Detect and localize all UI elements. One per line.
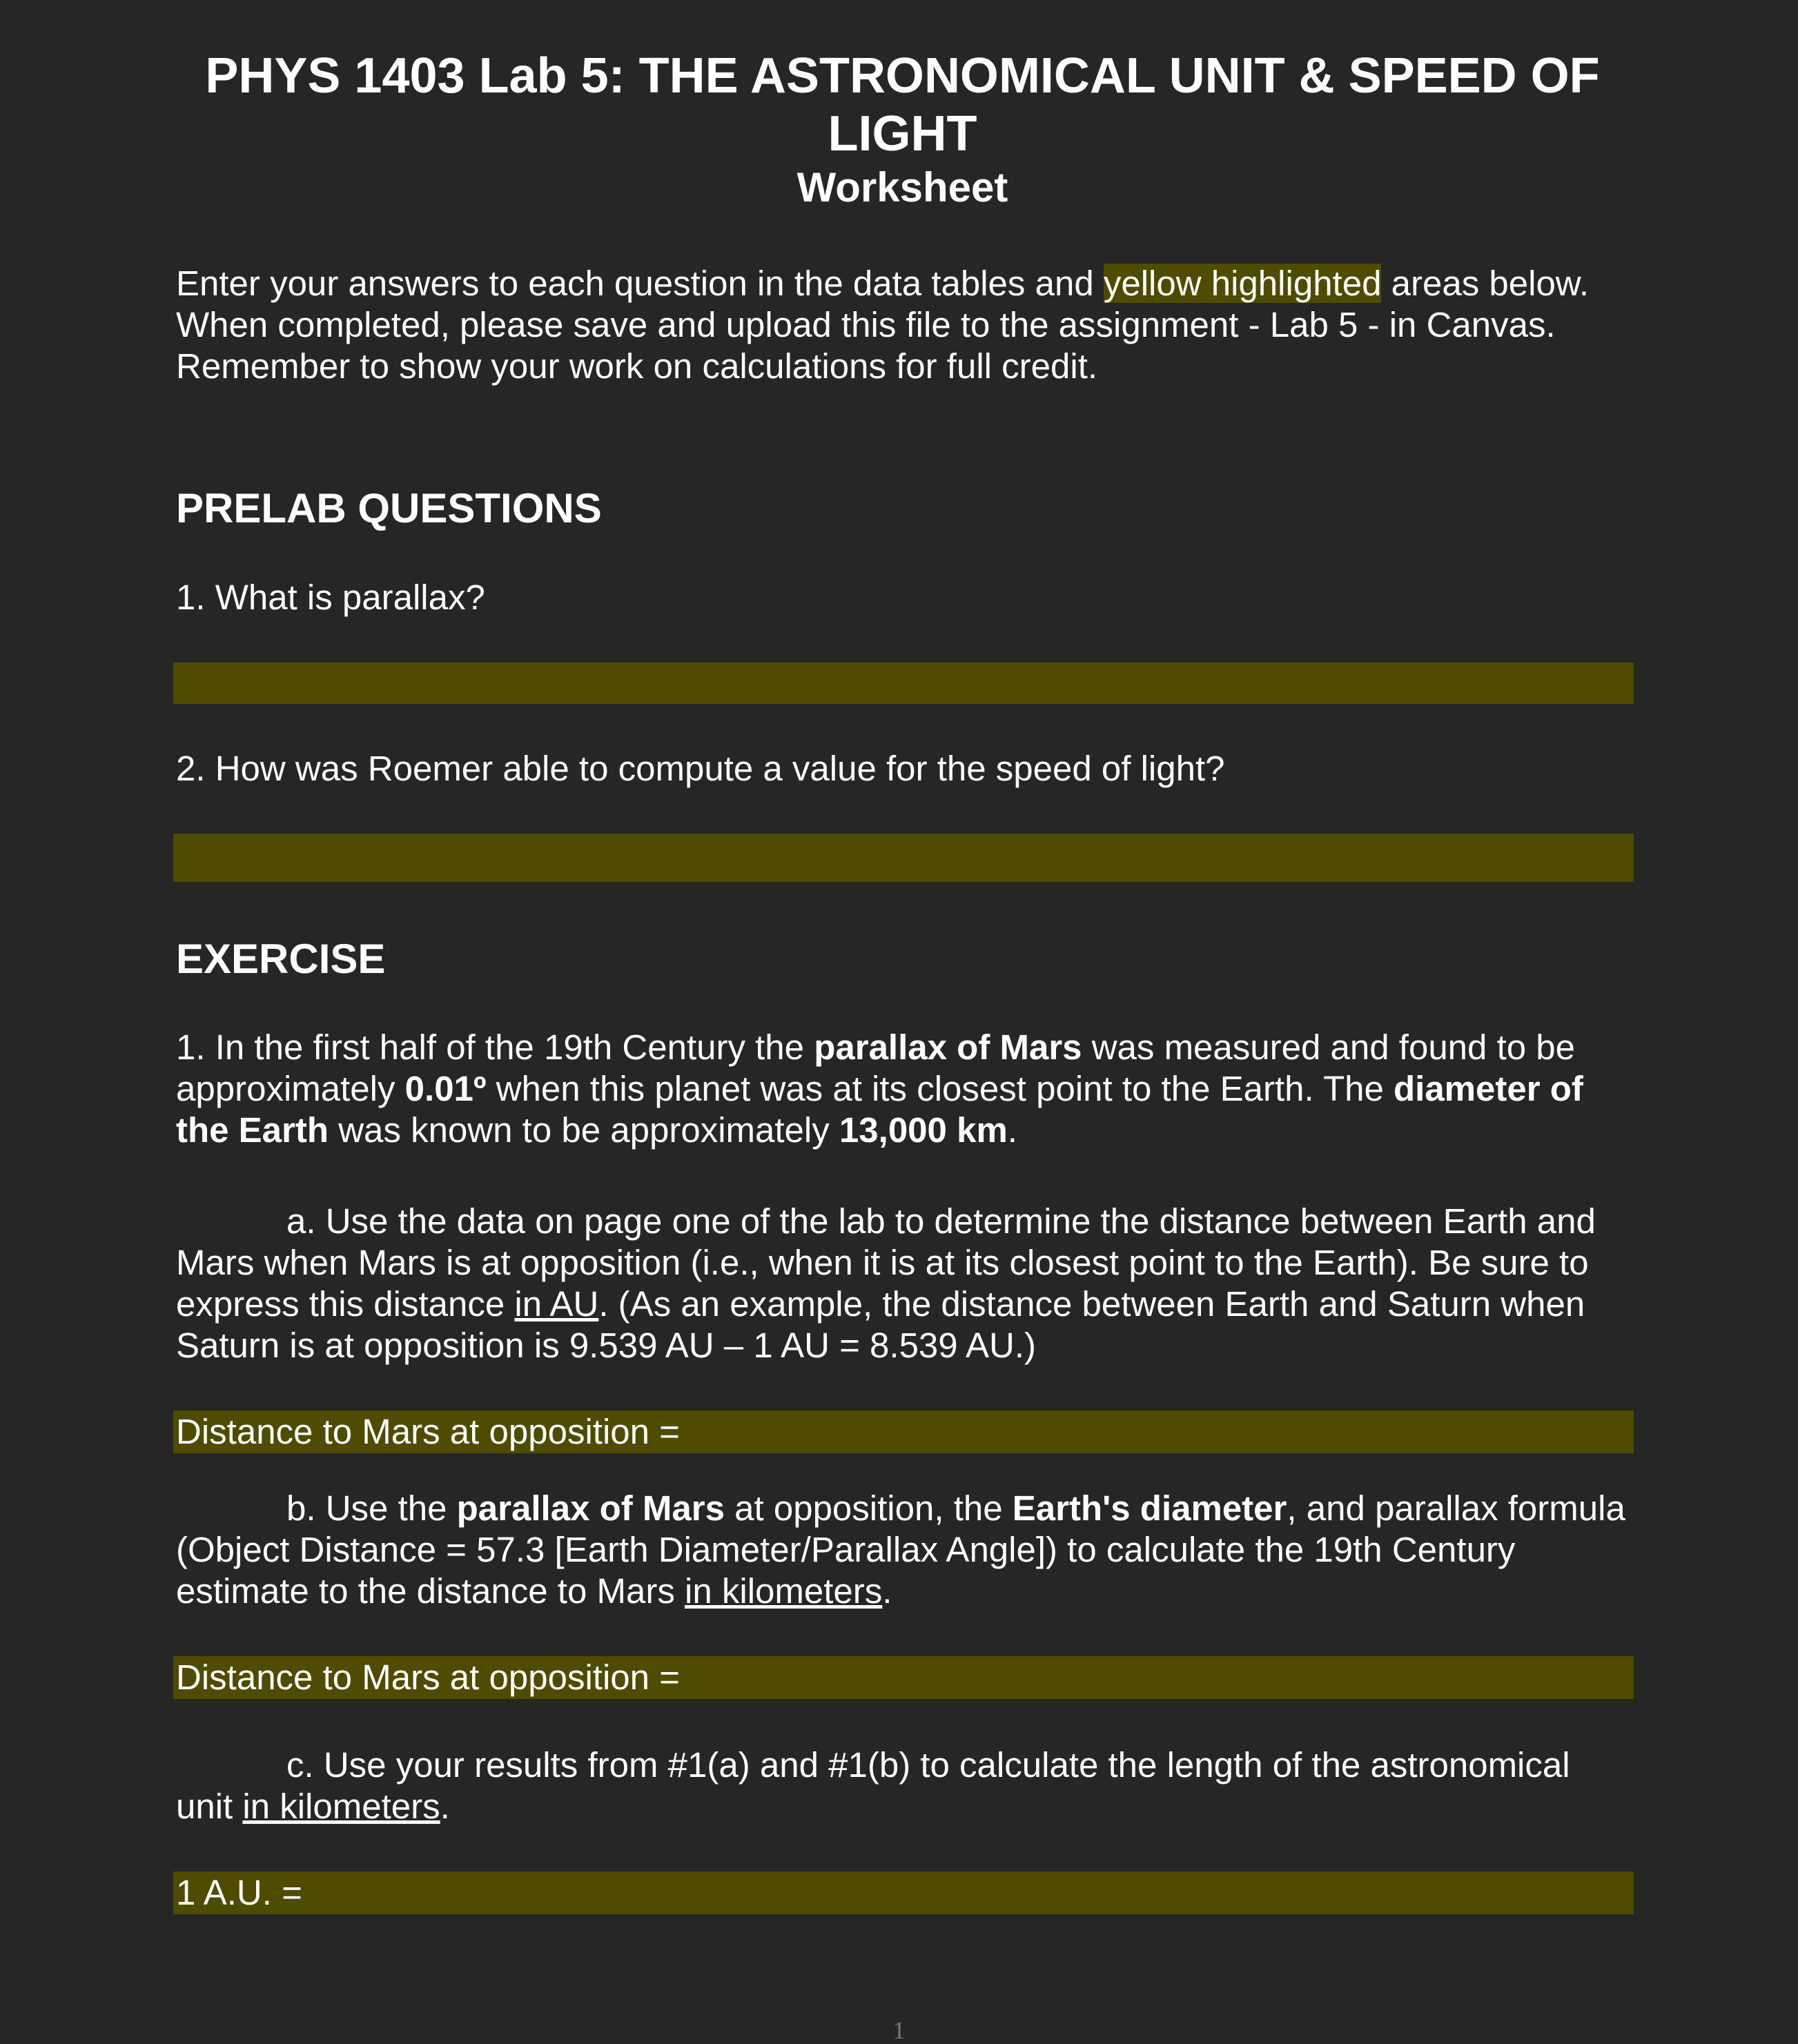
intro-highlight: yellow highlighted [1103, 264, 1382, 303]
answer-distance-km[interactable] [173, 1656, 1634, 1699]
page-number: 1 [892, 2016, 906, 2044]
prelab-answer-2[interactable] [173, 834, 1634, 882]
intro-text-start: Enter your answers to each question in the data tables and [176, 264, 1104, 303]
intro-text-end: areas below. When completed, please save and upload this file to the assignment - Lab 5 - in Canvas. Remember to show your work on calculations for full credit. [176, 264, 1589, 386]
prelab-question-1: 1. What is parallax? [176, 578, 485, 617]
prelab-heading: PRELAB QUESTIONS [176, 485, 602, 531]
page-title [173, 47, 1632, 163]
prelab-question-2: 2. How was Roemer able to compute a value for the speed of light? [176, 749, 1225, 788]
exercise-question-1: 1. In the first half of the 19th Century the parallax of Mars was measured and found to be approximately 0.01º when this planet was at its closest point to the Earth. The diameter of the Earth was known to be approximately 13,000 km. [176, 1028, 1583, 1150]
answer-distance-km-label: Distance to Mars at opposition = [176, 1658, 680, 1697]
intro-paragraph [176, 263, 1632, 387]
exercise-part-b: b. Use the parallax of Mars at opposition, the Earth's diameter, and parallax formula (Object Distance = 57.3 [Earth Diameter/Parallax Angle]) to calculate the 19th Century estimate to the distance to Mars in kilometers. [176, 1488, 1625, 1611]
title-line-2: LIGHT [828, 106, 977, 161]
answer-distance-au[interactable] [173, 1411, 1634, 1453]
answer-au-km-label: 1 A.U. = [176, 1873, 302, 1912]
answer-au-km[interactable] [173, 1871, 1634, 1914]
exercise-part-a: a. Use the data on page one of the lab to determine the distance between Earth and Mars when Mars is at opposition (i.e., when it is at its closest point to the Earth). Be sure to express this distance in AU. (As an example, the distance between Earth and Saturn when Saturn is at opposition is 9.539 AU – 1 AU = 8.539 AU.) [176, 1201, 1596, 1365]
page-subtitle: Worksheet [797, 164, 1008, 210]
exercise-heading: EXERCISE [176, 936, 386, 982]
exercise-part-c: c. Use your results from #1(a) and #1(b) to calculate the length of the astronomical unit in kilometers. [176, 1745, 1570, 1826]
prelab-answer-1[interactable] [173, 662, 1634, 704]
answer-distance-au-label: Distance to Mars at opposition = [176, 1412, 680, 1451]
title-line-1: PHYS 1403 Lab 5: THE ASTRONOMICAL UNIT & SPEED OF [205, 48, 1600, 104]
